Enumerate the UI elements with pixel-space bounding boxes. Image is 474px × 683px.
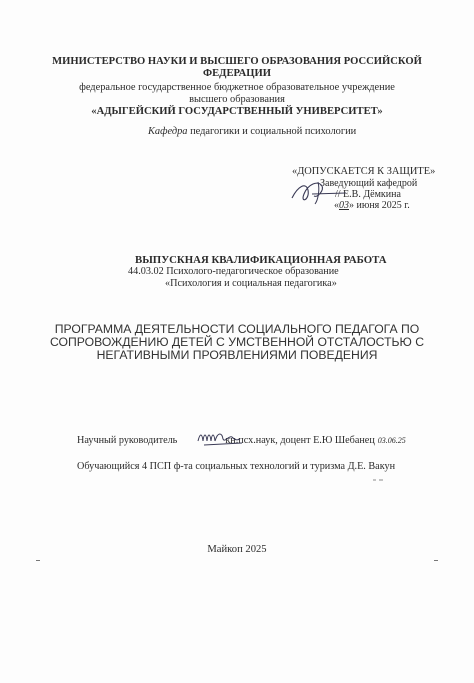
thesis-topic — [0, 323, 474, 362]
study-direction: 44.03.02 Психолого-педагогическое образование — [128, 266, 339, 277]
thesis-topic-line-2: СОПРОВОЖДЕНИЮ ДЕТЕЙ С УМСТВЕННОЙ ОТСТАЛОСТЬЮ С — [49, 335, 425, 349]
scan-mark-right — [434, 560, 438, 561]
approval-date-day: 03 — [339, 200, 349, 211]
ministry-line-2: ФЕДЕРАЦИИ — [202, 68, 271, 79]
approval-date-prefix: « — [334, 200, 339, 211]
approval-position: Заведующий кафедрой — [320, 178, 418, 189]
department-label: Кафедра — [148, 126, 188, 137]
department-name: педагогики и социальной психологии — [187, 126, 357, 137]
university-name: «АДЫГЕЙСКИЙ ГОСУДАРСТВЕННЫЙ УНИВЕРСИТЕТ» — [91, 106, 383, 117]
thesis-topic-line-1: ПРОГРАММА ДЕЯТЕЛЬНОСТИ СОЦИАЛЬНОГО ПЕДАГОГА ПО — [54, 322, 420, 336]
city-year: Майкоп 2025 — [207, 544, 267, 555]
head-signature-icon — [288, 176, 348, 206]
supervisor-details: кн.псх.наук, доцент Е.Ю Шебанец — [225, 435, 375, 446]
student-line: Обучающийся 4 ПСП ф-та социальных технологий и туризма Д.Е. Вакун — [77, 461, 396, 472]
scan-mark-left — [36, 560, 40, 561]
student-signature-mark-icon — [372, 478, 384, 482]
thesis-topic-line-3: НЕГАТИВНЫМИ ПРОЯВЛЕНИЯМИ ПОВЕДЕНИЯ — [96, 348, 378, 362]
approval-title: «ДОПУСКАЕТСЯ К ЗАЩИТЕ» — [292, 166, 436, 177]
supervisor-label: Научный руководитель — [77, 435, 178, 446]
supervisor-date: 03.06.25 — [377, 436, 406, 445]
supervisor-signature-icon — [196, 427, 248, 447]
study-profile: «Психология и социальная педагогика» — [165, 278, 337, 289]
approval-date-suffix: » июня 2025 г. — [349, 200, 410, 211]
approval-name: // Е.В. Дёмкина — [335, 189, 401, 200]
ministry-line-1: МИНИСТЕРСТВО НАУКИ И ВЫСШЕГО ОБРАЗОВАНИЯ РОССИЙСКОЙ — [52, 56, 422, 67]
institution-type-line-2: высшего образования — [189, 94, 285, 105]
work-type: ВЫПУСКНАЯ КВАЛИФИКАЦИОННАЯ РАБОТА — [135, 254, 387, 266]
department-line — [148, 126, 356, 137]
institution-type-line-1: федеральное государственное бюджетное образовательное учреждение — [79, 82, 395, 93]
